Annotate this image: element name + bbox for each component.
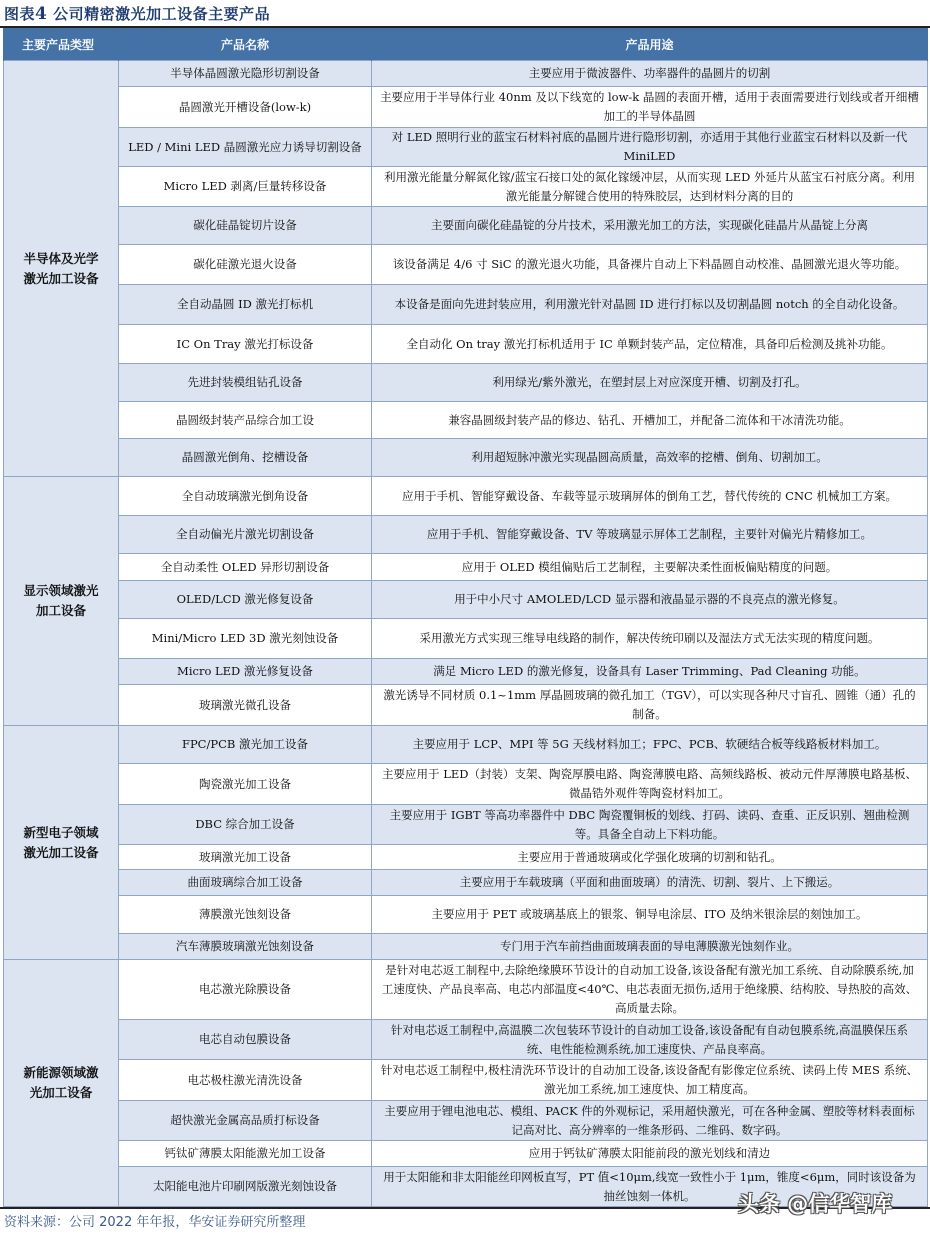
category-cell: 半导体及光学激光加工设备 [4,61,119,477]
table-header-row [4,28,928,61]
table-row [4,805,928,845]
product-use-cell: 用于中小尺寸 AMOLED/LCD 显示器和液晶显示器的不良亮点的激光修复。 [372,581,928,619]
product-use-cell: 针对电芯返工制程中,高温膜二次包装环节设计的自动加工设备,该设备配有自动包膜系统,高温膜保压系统、电性能检测系统,加工速度快、产品良率高。 [372,1020,928,1060]
table-row [4,685,928,726]
product-use-cell: 专门用于汽车前挡曲面玻璃表面的导电薄膜激光蚀刻作业。 [372,934,928,960]
product-name-cell: 汽车薄膜玻璃激光蚀刻设备 [119,934,372,960]
product-name-cell: 碳化硅激光退火设备 [119,245,372,285]
product-use-cell: 应用于手机、智能穿戴设备、车载等显示玻璃屏体的倒角工艺，替代传统的 CNC 机械加工方案。 [372,477,928,516]
product-name-cell: DBC 综合加工设备 [119,805,372,845]
product-use-cell: 全自动化 On tray 激光打标机适用于 IC 单颗封装产品，定位精准，具备印后检测及挑补功能。 [372,325,928,364]
table-row [4,87,928,128]
table-row [4,207,928,245]
product-name-cell: FPC/PCB 激光加工设备 [119,726,372,764]
product-use-cell: 主要应用于半导体行业 40nm 及以下线宽的 low-k 晶圆的表面开槽，适用于表面需要进行划线或者开细槽加工的半导体晶圆 [372,87,928,128]
table-row [4,325,928,364]
product-use-cell: 是针对电芯返工制程中,去除绝缘膜环节设计的自动加工设备,该设备配有激光加工系统、自动除膜系统,加工速度快、产品良率高、电芯内部温度<40℃、电芯表面无损伤,适用于绝缘膜、结构胶、导热胶的高效、高质量去除。 [372,960,928,1020]
product-name-cell: 电芯自动包膜设备 [119,1020,372,1060]
table-row [4,726,928,764]
product-name-cell: 电芯极柱激光清洗设备 [119,1060,372,1101]
product-use-cell: 利用绿光/紫外激光，在塑封层上对应深度开槽、切割及打孔。 [372,364,928,402]
category-cell: 新型电子领域激光加工设备 [4,726,119,960]
product-name-cell: 晶圆级封装产品综合加工设 [119,402,372,439]
table-row [4,167,928,207]
product-name-cell: 超快激光金属高品质打标设备 [119,1101,372,1141]
table-row [4,1020,928,1060]
source-note: 资料来源：公司 2022 年年报，华安证券研究所整理 [4,1215,306,1230]
product-use-cell: 主要应用于 LED（封装）支架、陶瓷厚膜电路、陶瓷薄膜电路、高频线路板、被动元件厚薄膜电路基板、微晶锆外观件等陶瓷材料加工。 [372,764,928,805]
product-name-cell: 全自动柔性 OLED 异形切割设备 [119,554,372,581]
product-use-cell: 利用超短脉冲激光实现晶圆高质量，高效率的挖槽、倒角、切割加工。 [372,439,928,477]
product-use-cell: 应用于 OLED 模组偏贴后工艺制程，主要解决柔性面板偏贴精度的问题。 [372,554,928,581]
table-row [4,845,928,870]
category-cell: 显示领域激光加工设备 [4,477,119,726]
table-row [4,285,928,325]
product-name-cell: 曲面玻璃综合加工设备 [119,870,372,896]
table-row [4,61,928,87]
table-row [4,1141,928,1167]
product-use-cell: 兼容晶圆级封装产品的修边、钻孔、开槽加工，并配备二流体和干冰清洗功能。 [372,402,928,439]
product-name-cell: 半导体晶圆激光隐形切割设备 [119,61,372,87]
product-use-cell: 应用于钙钛矿薄膜太阳能前段的激光划线和清边 [372,1141,928,1167]
product-use-cell: 主要应用于 LCP、MPI 等 5G 天线材料加工；FPC、PCB、软硬结合板等线路板材料加工。 [372,726,928,764]
table-row [4,934,928,960]
product-use-cell: 利用激光能量分解氮化镓/蓝宝石接口处的氮化镓缓冲层，从而实现 LED 外延片从蓝宝石衬底分离。利用激光能量分解键合使用的特殊胶层，达到材料分离的目的 [372,167,928,207]
watermark: 头条 @信华智库 [738,1192,893,1216]
product-name-cell: 全自动晶圆 ID 激光打标机 [119,285,372,325]
product-use-cell: 采用激光方式实现三维导电线路的制作，解决传统印刷以及湿法方式无法实现的精度问题。 [372,619,928,659]
table-row [4,870,928,896]
product-use-cell: 主要面向碳化硅晶锭的分片技术，采用激光加工的方法，实现碳化硅晶片从晶锭上分离 [372,207,928,245]
table-row [4,581,928,619]
table-row [4,1060,928,1101]
table-row [4,439,928,477]
products-table [3,28,928,1207]
figure-title [4,2,270,26]
table-row [4,554,928,581]
product-name-cell: LED / Mini LED 晶圆激光应力诱导切割设备 [119,128,372,167]
product-name-cell: OLED/LCD 激光修复设备 [119,581,372,619]
table-row [4,402,928,439]
product-use-cell: 主要应用于 PET 或玻璃基底上的银浆、铜导电涂层、ITO 及纳米银涂层的刻蚀加工。 [372,896,928,934]
product-name-cell: 全自动偏光片激光切割设备 [119,516,372,554]
product-use-cell: 激光诱导不同材质 0.1~1mm 厚晶圆玻璃的微孔加工（TGV），可以实现各种尺寸盲孔、圆锥（通）孔的制备。 [372,685,928,726]
product-name-cell: 晶圆激光开槽设备(low-k) [119,87,372,128]
product-use-cell: 针对电芯返工制程中,极柱清洗环节设计的自动加工设备,该设备配有影像定位系统、读码上传 MES 系统、激光加工系统,加工速度快、加工精度高。 [372,1060,928,1101]
product-name-cell: 玻璃激光微孔设备 [119,685,372,726]
product-name-cell: 陶瓷激光加工设备 [119,764,372,805]
product-use-cell: 满足 Micro LED 的激光修复，设备具有 Laser Trimming、Pad Cleaning 功能。 [372,659,928,685]
product-name-cell: 先进封装模组钻孔设备 [119,364,372,402]
table-row [4,516,928,554]
product-use-cell: 应用于手机、智能穿戴设备、TV 等玻璃显示屏体工艺制程，主要针对偏光片精修加工。 [372,516,928,554]
product-name-cell: 晶圆激光倒角、挖槽设备 [119,439,372,477]
product-use-cell: 主要应用于车载玻璃（平面和曲面玻璃）的清洗、切割、裂片、上下搬运。 [372,870,928,896]
table-row [4,619,928,659]
header-product-name: 产品名称 [119,28,372,61]
product-use-cell: 主要应用于锂电池电芯、模组、PACK 件的外观标记，采用超快激光，可在各种金属、塑胶等材料表面标记高对比、高分辨率的一维条形码、二维码、数字码。 [372,1101,928,1141]
figure-number: 4 [35,4,48,24]
table-row [4,477,928,516]
product-name-cell: Micro LED 激光修复设备 [119,659,372,685]
product-use-cell: 主要应用于微波器件、功率器件的晶圆片的切割 [372,61,928,87]
product-name-cell: 玻璃激光加工设备 [119,845,372,870]
product-use-cell: 对 LED 照明行业的蓝宝石材料衬底的晶圆片进行隐形切割，亦适用于其他行业蓝宝石材料以及新一代 MiniLED [372,128,928,167]
product-name-cell: 太阳能电池片印刷网版激光刻蚀设备 [119,1167,372,1207]
table-body [4,61,928,1207]
product-use-cell: 主要应用于 IGBT 等高功率器件中 DBC 陶瓷覆铜板的划线、打码、读码、查重、正反识别、翘曲检测等。具备全自动上下料功能。 [372,805,928,845]
table-row [4,896,928,934]
figure-title-prefix: 图表 [4,5,36,23]
product-use-cell: 该设备满足 4/6 寸 SiC 的激光退火功能，具备裸片自动上下料晶圆自动校准、晶圆激光退火等功能。 [372,245,928,285]
category-cell: 新能源领域激光加工设备 [4,960,119,1207]
product-name-cell: Mini/Micro LED 3D 激光刻蚀设备 [119,619,372,659]
product-name-cell: 薄膜激光蚀刻设备 [119,896,372,934]
product-name-cell: 钙钛矿薄膜太阳能激光加工设备 [119,1141,372,1167]
product-use-cell: 主要应用于普通玻璃或化学强化玻璃的切割和钻孔。 [372,845,928,870]
figure-title-text: 公司精密激光加工设备主要产品 [53,5,271,23]
table-row [4,764,928,805]
header-product-use: 产品用途 [372,28,928,61]
table-row [4,1101,928,1141]
table-row [4,245,928,285]
table-row [4,128,928,167]
header-category: 主要产品类型 [4,28,119,61]
table-row [4,960,928,1020]
table-row [4,659,928,685]
product-name-cell: Micro LED 剥离/巨量转移设备 [119,167,372,207]
product-name-cell: 全自动玻璃激光倒角设备 [119,477,372,516]
product-use-cell: 用于太阳能和非太阳能丝印网板直写，PT 值<10μm,线宽一致性小于 1μm，锥度<6μm，同时该设备为抽丝蚀刻一体机。 [372,1167,928,1207]
product-name-cell: IC On Tray 激光打标设备 [119,325,372,364]
product-name-cell: 碳化硅晶锭切片设备 [119,207,372,245]
product-name-cell: 电芯激光除膜设备 [119,960,372,1020]
table-row [4,364,928,402]
product-use-cell: 本设备是面向先进封装应用，利用激光针对晶圆 ID 进行打标以及切割晶圆 notch 的全自动化设备。 [372,285,928,325]
